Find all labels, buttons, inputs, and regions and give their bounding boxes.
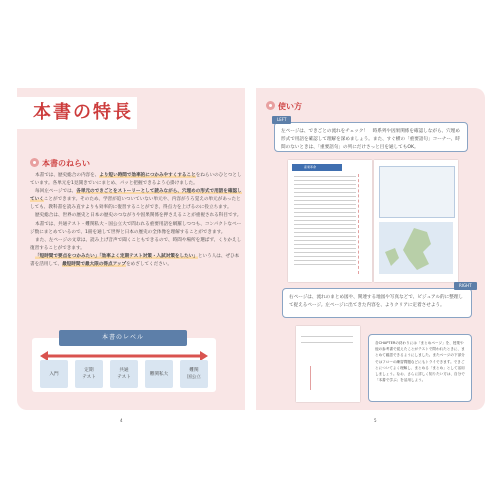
section-title-usage: 使い方 [278, 102, 302, 111]
aim-text [30, 172, 242, 269]
aim-paragraph-4: 本書では、共通テスト・難関私大・国公立大で問われる重要用語を網羅しつつも、コンパクトなページ数にまとめているので、1冊を通して世界と日本の歴史の全体像を理解することができます。 [30, 221, 242, 235]
left-page-explanation [274, 122, 468, 152]
right-page-explanation-text: 右ページは、流れのまとめ図や、関連する地図や写真などで、ビジュアル的に整理して捉えるページ。左ページに出てきた内容を、よりクリアに定着させよう。 [289, 295, 464, 308]
bullet-icon [266, 101, 275, 110]
level-item-intro [40, 360, 68, 388]
book-right-page [374, 160, 458, 282]
level-item-regular-test [75, 360, 103, 388]
left-page-background-upper [121, 88, 245, 129]
book-map-image [379, 222, 453, 274]
aim-paragraph-3: 歴史総合は、世界の歴史と日本の歴史のつながりや因果関係を押さえることが重視される科目です。 [35, 213, 242, 219]
bullet-icon [30, 158, 39, 167]
book-key-terms-column [358, 174, 369, 274]
summary-page-figure [310, 366, 317, 390]
section-heading-usage [266, 101, 302, 112]
aim-text-2b: ことができます。そのため、学習が追いついていない単元や、内容がうろ覚えの単元があったとしても、教科書を読み直すよりも効率的に復習することができ、得点力を上げるのに役立ちます。 [30, 197, 241, 211]
aim-paragraph-1 [30, 172, 242, 188]
page-title: 本書の特長 [17, 97, 137, 129]
aim-text-6a: という人は、ぜひ本書を活用して、 [30, 253, 240, 268]
level-item-common-test [110, 360, 138, 388]
right-tag: RIGHT [454, 282, 477, 290]
level-title: 本書のレベル [59, 330, 187, 346]
level-label-regular-test: 定期 テスト [82, 368, 96, 380]
book-header [292, 164, 342, 171]
level-item-national-univ [180, 360, 208, 388]
summary-explanation-text: 各CHAPTERの終わりには「まとめページ」を、授業や他の参考書で覚えたことがテストで問われたときに、まとめて確認できるようにしました。またページの下部分ではフローの練習問題などにもトライできます。できごとについてよく理解し、まとめる「まとめ」として活用しましょう。なお、さらに詳しく知りたい方は、自分で「本書で学ぶ」を活用しよう。 [375, 341, 465, 383]
level-label-common-test: 共通 テスト [117, 368, 131, 380]
aim-paragraph-5: また、左ページの文章は、読み上げ音声で聞くこともできるので、時間や場所を選ばず、くりかえし復習することができます。 [30, 237, 242, 251]
left-tag: LEFT [272, 116, 291, 124]
book-header-label: 産業革命 [304, 165, 317, 169]
highlight-3: 「短時間で要点をつかみたい」「効率よく定期テスト対策・入試対策をしたい」 [35, 253, 198, 259]
summary-explanation [368, 334, 472, 402]
book-diagram [379, 166, 455, 218]
map-icon [379, 222, 453, 274]
summary-page-mock [296, 326, 360, 402]
section-title-aim: 本書のねらい [42, 159, 90, 168]
level-label-private-univ: 難関私大 [149, 371, 169, 377]
left-page-explanation-text: 左ページは、できごとの流れをチェック！ 時系列や因果関係を確認しながら、穴埋め形式で用語を確認して理解を深めましょう。また、すぐ横の「重要語句」コーナー、時間のないときは、「重要語句」の列にだけさっと目を通してもOK。 [281, 129, 460, 150]
book-left-page [288, 160, 372, 282]
level-label-intro: 入門 [49, 371, 59, 377]
level-label-national-univ: 難関 国公立 [187, 368, 201, 380]
level-item-private-univ [145, 360, 173, 388]
aim-text-6b: をめざしてください。 [126, 262, 173, 268]
page-number-left: 4 [120, 418, 123, 423]
page-number-right: 5 [374, 418, 377, 423]
aim-text-1a: 本書では、歴史総合の内容を、 [35, 173, 100, 178]
aim-text-2a: 毎回左ページでは、 [35, 189, 77, 195]
highlight-1: より短い時間で効率的につかみやすくすること [99, 173, 196, 178]
highlight-4: 最短時間で最大限の得点アップ [62, 262, 127, 268]
highlight-2: 各単元のできごとをストーリーとして読みながら、穴埋めの形式で用語を確認していく [30, 189, 242, 203]
aim-text-1b: をねらいのひとつとしています。各単元を1見開きでいにまとめ、パッと把握できるよう心掛けました。 [30, 173, 242, 187]
section-heading-aim [30, 158, 90, 169]
aim-paragraph-6 [30, 253, 242, 269]
aim-paragraph-2 [30, 188, 242, 212]
right-page-explanation [282, 288, 472, 318]
